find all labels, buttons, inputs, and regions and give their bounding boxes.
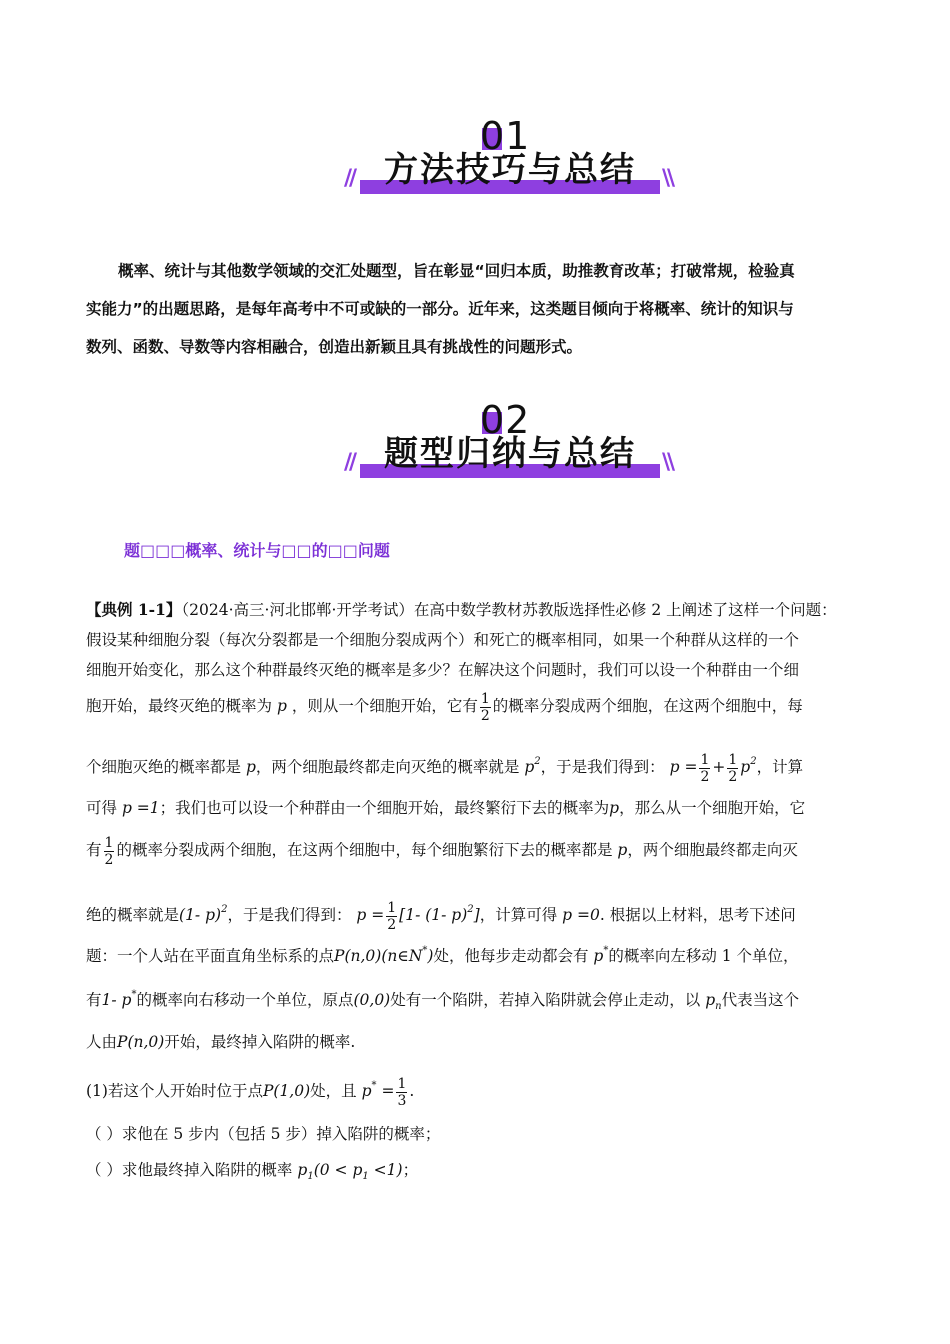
text: ，计算可得 — [479, 906, 558, 924]
slash-decoration-left: // — [344, 166, 355, 191]
fraction-half: $\frac{1}{2}$ — [104, 834, 114, 868]
topic-heading: 题□□□概率、统计与□□的□□问题 — [124, 541, 390, 560]
text: （2024·高三·河北邯郸·开学考试）在高中数学教材苏教版选择性必修 2 上阐述了这样一个问题： — [181, 601, 837, 619]
math-point-pn0: P(n,0) — [117, 1033, 165, 1051]
example-line — [86, 598, 837, 620]
section-title: 题型归纳与总结 — [384, 434, 636, 474]
math-plus: + — [712, 758, 726, 776]
text: 题：一个人站在平面直角坐标系的点 — [86, 947, 335, 965]
math-eq2-body: [1- (1- p)$^2$] — [399, 904, 480, 924]
fraction-half: $\frac{1}{2}$ — [387, 899, 397, 933]
example-line — [86, 658, 799, 680]
math-n-in-N: (n∈N*) — [381, 945, 434, 965]
math-p-star: p* — [593, 945, 609, 965]
text: 开始，最终掉入陷阱的概率. — [164, 1033, 356, 1051]
example-line — [86, 988, 799, 1012]
math-one-minus-p-sq: (1- p)$^2$ — [179, 904, 228, 924]
text: （ ）求他在 5 步内（包括 5 步）掉入陷阱的概率； — [86, 1125, 441, 1143]
section-title: 方法技巧与总结 — [384, 150, 636, 190]
math-p: p — [245, 758, 256, 776]
example-line — [86, 944, 799, 966]
example-line — [86, 744, 803, 785]
text: ；我们也可以设一个种群由一个细胞开始，最终繁衍下去的概率为 — [159, 799, 610, 817]
text: 个细胞灭绝的概率都是 — [86, 758, 242, 776]
text: 处，且 — [310, 1082, 357, 1100]
text: 的概率向左移动 1 个单位， — [608, 947, 799, 965]
math-eq2: p = — [356, 906, 385, 924]
intro-line: 实能力”的出题思路，是每年高考中不可或缺的一部分。近年来，这类题目倾向于将概率、统计的知识与 — [86, 300, 794, 318]
math-p-n: $p_n$ — [705, 991, 722, 1012]
text: 的概率向右移动一个单位，原点 — [136, 991, 354, 1009]
text: 的概率分裂成两个细胞，在这两个细胞中，每 — [492, 697, 803, 715]
math-one-minus-p-star: 1- p* — [101, 989, 137, 1009]
example-line — [86, 688, 803, 724]
math-p-squared: $p^2$ — [524, 756, 541, 776]
text: 处有一个陷阱，若掉入陷阱就会停止走动，以 — [390, 991, 701, 1009]
section-number: 01 — [480, 114, 531, 158]
question-1-i — [86, 1122, 440, 1144]
math-p: p — [276, 697, 287, 715]
section-number: 02 — [480, 398, 531, 442]
text: ，计算 — [756, 758, 804, 776]
math-p: p — [609, 799, 620, 817]
slash-decoration-right: \\ — [662, 450, 673, 475]
section-heading-01 — [340, 116, 680, 206]
question-1-ii — [86, 1158, 418, 1182]
math-eq1: p = — [669, 758, 698, 776]
example-line — [86, 628, 799, 650]
text: ，于是我们得到： — [227, 906, 352, 924]
intro-line: 概率、统计与其他数学领域的交汇处题型，旨在彰显“回归本质，助推教育改革；打破常规，检验真 — [118, 262, 795, 280]
math-p-eq-1: p =1 — [121, 799, 160, 817]
math-p-squared: $p^2$ — [740, 756, 757, 776]
text: 有 — [86, 841, 102, 859]
text: 绝的概率就是 — [86, 906, 180, 924]
text: 的概率分裂成两个细胞，在这两个细胞中，每个细胞繁衍下去的概率都是 — [116, 841, 613, 859]
text: 人由 — [86, 1033, 118, 1051]
text: （ ）求他最终掉入陷阱的概率 — [86, 1161, 293, 1179]
text: 细胞开始变化，那么这个种群最终灭绝的概率是多少？在解决这个问题时，我们可以设一个种群由一个细 — [86, 661, 800, 679]
text: ，则从一个细胞开始，它有 — [291, 697, 478, 715]
text: ，那么从一个细胞开始，它 — [619, 799, 806, 817]
text: ，于是我们得到： — [540, 758, 665, 776]
example-line — [86, 832, 798, 868]
example-label: 【典例 1-1】 — [86, 600, 182, 619]
slash-decoration-right: \\ — [662, 166, 673, 191]
text: 胞开始，最终灭绝的概率为 — [86, 697, 273, 715]
example-line — [86, 892, 796, 933]
text: 假设某种细胞分裂（每次分裂都是一个细胞分裂成两个）和死亡的概率相同，如果一个种群从这样的一个 — [86, 631, 800, 649]
text: (1)若这个人开始时位于点 — [86, 1082, 263, 1100]
intro-line: 数列、函数、导数等内容相融合，创造出新颖且具有挑战性的问题形式。 — [86, 338, 583, 356]
text: ，两个细胞最终都走向灭 — [627, 841, 798, 859]
math-p-star-eq: p* = — [361, 1080, 395, 1100]
fraction-half: $\frac{1}{2}$ — [480, 690, 490, 724]
text: . — [409, 1082, 415, 1100]
text: ； — [402, 1161, 419, 1179]
fraction-half: $\frac{1}{2}$ — [700, 751, 710, 785]
fraction-third: $\frac{1}{3}$ — [397, 1075, 407, 1109]
intro-paragraph — [86, 252, 866, 366]
text: . 根据以上材料，思考下述问 — [599, 906, 796, 924]
math-p-eq-0: p =0 — [562, 906, 600, 924]
section-heading-02 — [340, 400, 680, 490]
math-point-pn0: P(n,0) — [334, 947, 382, 965]
example-line — [86, 796, 805, 818]
math-p1: $p_1$ — [297, 1161, 314, 1182]
example-line — [86, 1030, 355, 1052]
fraction-half: $\frac{1}{2}$ — [728, 751, 738, 785]
math-p1-range: $(0 < p_1 <1)$ — [313, 1161, 403, 1182]
math-p: p — [617, 841, 628, 859]
question-1 — [86, 1068, 414, 1109]
math-point-p10: P(1,0) — [262, 1082, 311, 1100]
text: 处，他每步走动都会有 — [433, 947, 589, 965]
text: 有 — [86, 991, 102, 1009]
text: ，两个细胞最终都走向灭绝的概率就是 — [255, 758, 520, 776]
text: 代表当这个 — [721, 991, 800, 1009]
text: 可得 — [86, 799, 118, 817]
math-origin: (0,0) — [353, 991, 391, 1009]
slash-decoration-left: // — [344, 450, 355, 475]
